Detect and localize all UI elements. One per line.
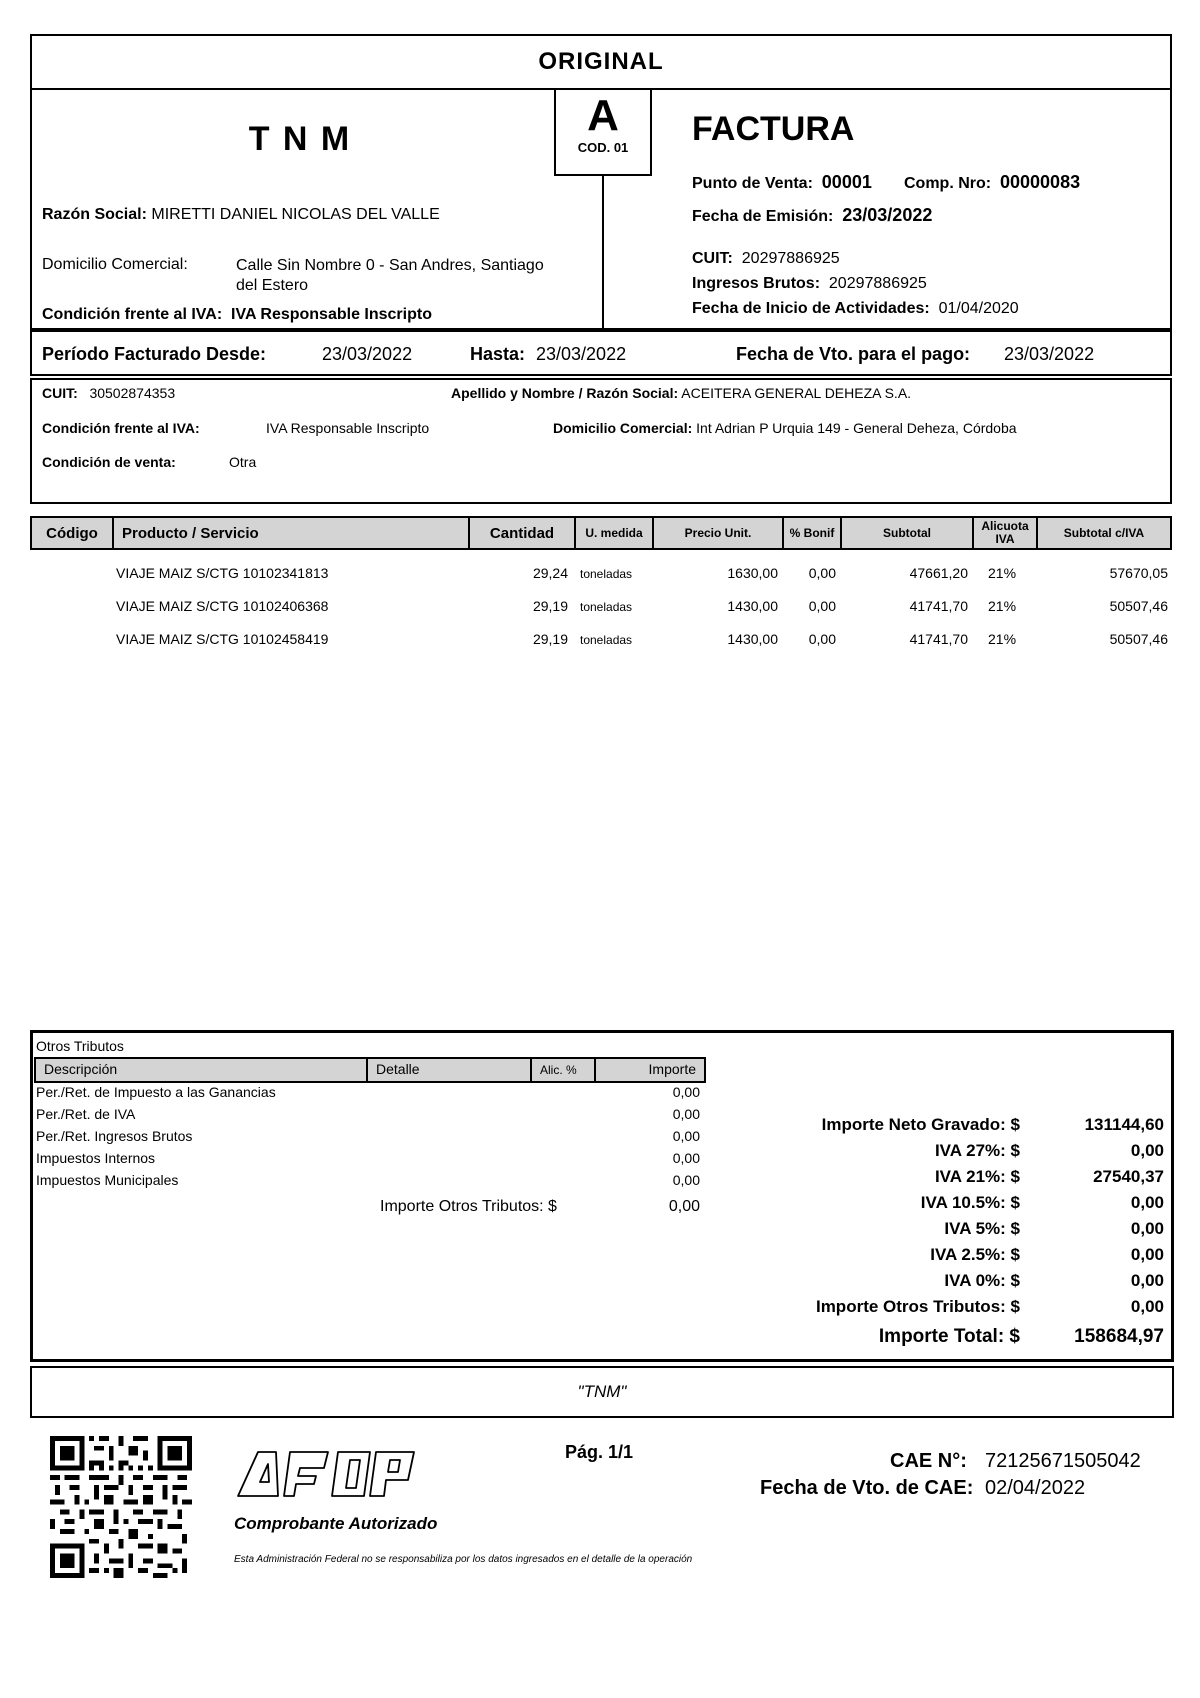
col-alicuota [974,518,1038,548]
razon-social-value: MIRETTI DANIEL NICOLAS DEL VALLE [151,206,440,223]
ot-importe: 0,00 [672,1106,700,1122]
total-iva-10-5 [700,1193,1020,1219]
period-hasta-value: 23/03/2022 [536,344,627,364]
invoice-letter: A [587,91,619,140]
item-producto: VIAJE MAIZ S/CTG 10102458419 [116,631,329,647]
item-subtotal: 41741,70 [909,598,968,614]
total-label: IVA 27%: $ [934,1141,1020,1160]
ingresos-brutos-value: 20297886925 [828,275,927,292]
total-value: 0,00 [1130,1219,1164,1238]
total-neto-gravado [700,1115,1020,1141]
client-domicilio-row [553,420,1017,436]
ot-importe: 0,00 [672,1084,700,1100]
col-subtotal-iva: Subtotal c/IVA [1063,525,1145,540]
col-codigo: Código [32,518,114,548]
list-item [36,1106,704,1128]
fecha-emision-label: Fecha de Emisión: [692,208,834,225]
total-value: 0,00 [1130,1245,1164,1264]
total-label: IVA 10.5%: $ [920,1193,1020,1212]
period-desde-value: 23/03/2022 [322,344,413,364]
punto-venta-value: 00001 [821,172,872,192]
item-subtotal-iva: 50507,46 [1109,631,1168,647]
total-value: 0,00 [1130,1193,1164,1212]
col-alicuota-line1: Alicuota [981,519,1029,533]
client-nombre-label: Apellido y Nombre / Razón Social: [451,385,679,401]
otros-tributos-title: Otros Tributos [36,1038,124,1054]
cae-label: CAE N°: [890,1450,967,1472]
item-precio: 1430,00 [727,598,778,614]
comprobante-autorizado: Comprobante Autorizado [234,1514,438,1533]
issuer-domicilio-label: Domicilio Comercial: [42,256,188,273]
ingresos-brutos-row [692,275,927,293]
issuer-name: T N M [248,120,352,158]
total-iva-5 [700,1219,1020,1245]
total-iva-0 [700,1271,1020,1297]
item-producto: VIAJE MAIZ S/CTG 10102341813 [116,565,329,581]
copy-label: ORIGINAL [538,48,664,75]
list-item [36,1150,704,1172]
item-cantidad: 29,19 [532,631,568,647]
col-alicuota-line2: IVA [995,532,1015,546]
client-nombre-value: ACEITERA GENERAL DEHEZA S.A. [681,385,912,401]
item-subtotal-iva: 50507,46 [1109,598,1168,614]
client-iva-label: Condición frente al IVA: [42,420,200,436]
issuer-cuit-row [692,250,840,268]
copy-label-box [30,34,1172,90]
client-domicilio-value: Int Adrian P Urquia 149 - General Deheza, Córdoba [696,420,1017,436]
domicilio-line1: Calle Sin Nombre 0 - San Andres, Santiago [236,257,544,274]
client-nombre-row [451,385,911,401]
otros-tributos-header [34,1057,706,1083]
invoice-title: FACTURA [692,110,855,148]
col-bonif: % Bonif [784,518,842,548]
page-number: Pág. 1/1 [565,1442,634,1462]
period-desde-label: Período Facturado Desde: [42,344,267,364]
list-item [36,1172,704,1194]
total-value: 131144,60 [1084,1115,1164,1134]
razon-social-label: Razón Social: [42,206,147,223]
list-item [36,1128,704,1150]
comp-nro-row [904,172,1080,193]
item-alicuota: 21% [988,631,1017,647]
ot-col-descripcion: Descripción [36,1059,368,1081]
item-precio: 1430,00 [727,631,778,647]
ot-importe: 0,00 [672,1150,700,1166]
inicio-actividades-label: Fecha de Inicio de Actividades: [692,300,930,317]
issuer-iva-value: IVA Responsable Inscripto [231,306,432,323]
afip-disclaimer: Esta Administración Federal no se responsabiliza por los datos ingresados en el detalle de la operación [234,1554,693,1565]
item-cantidad: 29,24 [532,565,568,581]
client-venta-label: Condición de venta: [42,454,176,470]
item-subtotal: 47661,20 [909,565,968,581]
item-subtotal: 41741,70 [909,631,968,647]
total-label: IVA 0%: $ [944,1271,1020,1290]
observations-box [30,1366,1174,1418]
period-vto-value: 23/03/2022 [1004,344,1095,364]
issuer-domicilio [236,256,596,296]
total-label: Importe Total: $ [878,1326,1020,1347]
ot-desc: Per./Ret. Ingresos Brutos [36,1128,193,1144]
issuer-iva-label: Condición frente al IVA: [42,306,223,323]
total-iva-21 [700,1167,1020,1193]
cae-vto-label: Fecha de Vto. de CAE: [760,1477,974,1499]
qr-code-icon [50,1436,192,1578]
ot-desc: Impuestos Municipales [36,1172,179,1188]
inicio-actividades-value: 01/04/2020 [938,300,1019,317]
invoice-code: COD. 01 [577,140,629,155]
table-row [30,563,1172,585]
header-divider [602,174,604,328]
total-label: IVA 2.5%: $ [930,1245,1020,1264]
col-medida: U. medida [576,518,654,548]
punto-venta-row [692,172,872,193]
punto-venta-label: Punto de Venta: [692,175,813,192]
item-bonif: 0,00 [808,565,836,581]
item-bonif: 0,00 [808,631,836,647]
cae-value: 72125671505042 [985,1450,1141,1472]
table-row [30,629,1172,651]
client-iva-value: IVA Responsable Inscripto [266,420,430,436]
table-row [30,596,1172,618]
total-value: 27540,37 [1093,1167,1164,1186]
observations-text: "TNM" [577,1382,627,1401]
ot-desc: Impuestos Internos [36,1150,156,1166]
client-cuit-row [42,385,175,401]
ot-col-alic: Alic. % [532,1059,596,1081]
client-cuit-label: CUIT: [42,385,78,401]
total-importe-total [700,1326,1020,1352]
ot-importe: 0,00 [672,1128,700,1144]
item-precio: 1630,00 [727,565,778,581]
cae-vto-value: 02/04/2022 [985,1477,1086,1499]
period-hasta-label: Hasta: [470,344,526,364]
total-label: IVA 5%: $ [944,1219,1020,1238]
ot-col-importe: Importe [648,1061,696,1077]
item-medida: toneladas [580,600,633,614]
fecha-emision-value: 23/03/2022 [842,205,933,225]
item-medida: toneladas [580,567,633,581]
invoice-type-box [554,88,652,176]
ot-total-label: Importe Otros Tributos: $ [380,1198,557,1215]
client-domicilio-label: Domicilio Comercial: [553,420,693,436]
items-table-header [30,516,1172,550]
comp-nro-label: Comp. Nro: [904,175,992,192]
col-subtotal: Subtotal [842,518,974,548]
total-value: 0,00 [1130,1141,1164,1160]
total-label: IVA 21%: $ [934,1167,1020,1186]
total-value: 0,00 [1130,1297,1164,1316]
comp-nro-value: 00000083 [1000,172,1081,192]
issuer-iva [42,306,432,324]
item-bonif: 0,00 [808,598,836,614]
issuer-cuit-label: CUIT: [692,250,733,267]
inicio-actividades-row [692,300,1019,318]
total-label: Importe Otros Tributos: $ [815,1297,1020,1316]
item-medida: toneladas [580,633,633,647]
client-cuit-value: 30502874353 [89,385,176,401]
period-vto-label: Fecha de Vto. para el pago: [736,344,971,364]
issuer-cuit-value: 20297886925 [741,250,840,267]
ot-col-detalle: Detalle [368,1059,532,1081]
col-precio: Precio Unit. [654,518,784,548]
item-alicuota: 21% [988,565,1017,581]
total-value: 0,00 [1130,1271,1164,1290]
item-producto: VIAJE MAIZ S/CTG 10102406368 [116,598,329,614]
ot-desc: Per./Ret. de Impuesto a las Ganancias [36,1084,276,1100]
issuer-razon-social [42,206,440,224]
col-producto: Producto / Servicio [114,518,470,548]
ot-importe: 0,00 [672,1172,700,1188]
ingresos-brutos-label: Ingresos Brutos: [692,275,821,292]
item-alicuota: 21% [988,598,1017,614]
total-iva-27 [700,1141,1020,1167]
fecha-emision-row [692,205,932,226]
total-label: Importe Neto Gravado: $ [821,1115,1020,1134]
item-subtotal-iva: 57670,05 [1109,565,1168,581]
ot-total-value: 0,00 [668,1198,700,1215]
afip-logo-icon [236,1446,416,1500]
domicilio-line2: del Estero [236,277,309,294]
item-cantidad: 29,19 [532,598,568,614]
total-value: 158684,97 [1074,1326,1164,1347]
client-venta-value: Otra [229,454,257,470]
ot-desc: Per./Ret. de IVA [36,1106,136,1122]
list-item [36,1084,704,1106]
total-otros-tributos [700,1297,1020,1323]
col-cantidad: Cantidad [470,518,576,548]
total-iva-2-5 [700,1245,1020,1271]
